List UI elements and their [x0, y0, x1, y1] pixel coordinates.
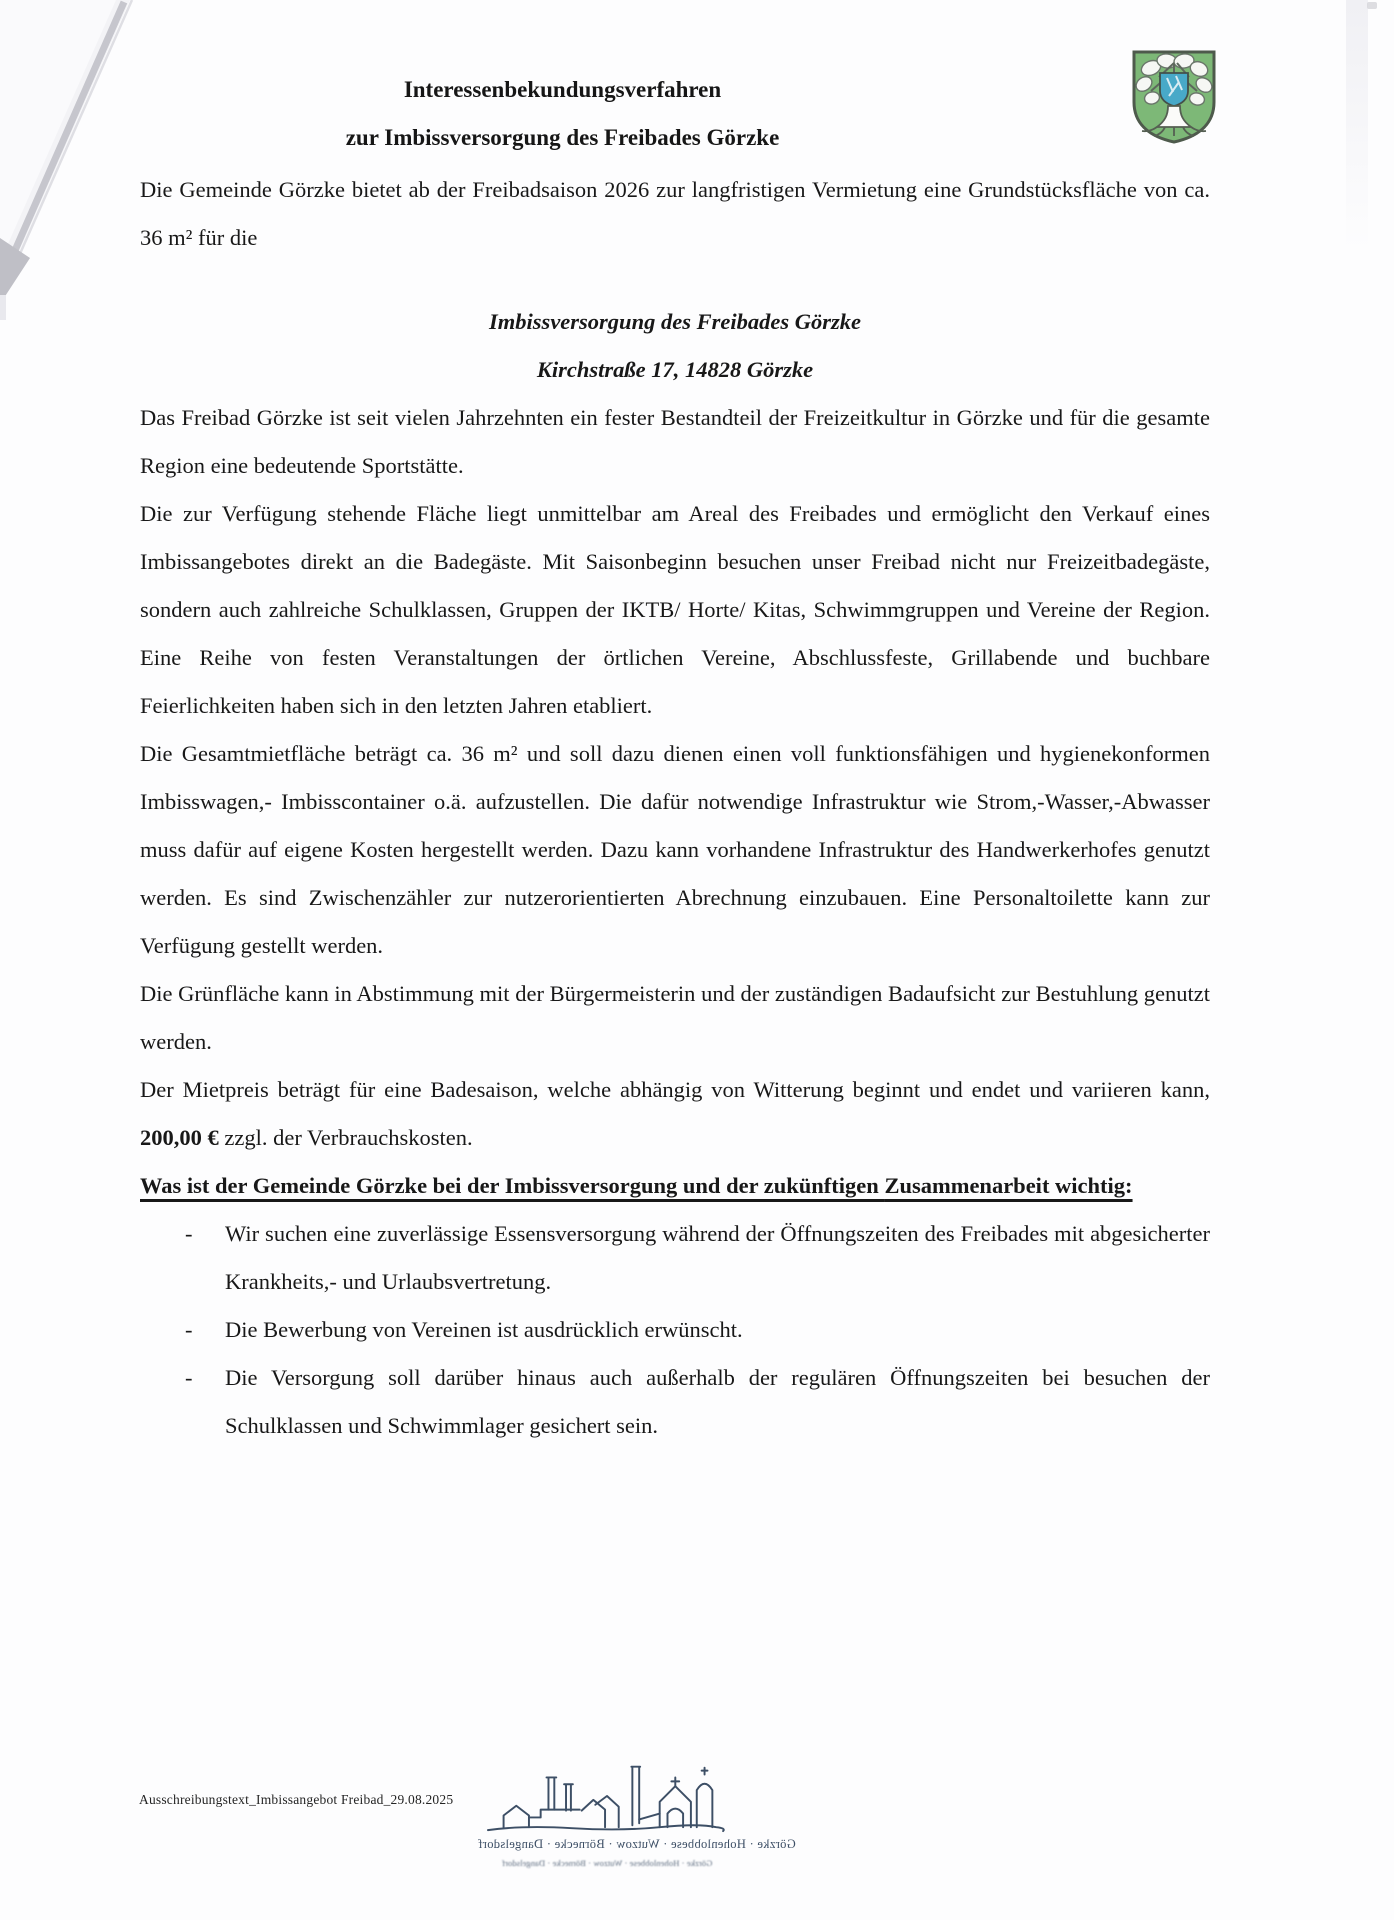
title-line-1: Interessenbekundungsverfahren: [403, 77, 722, 102]
offer-object-line-1: Imbissversorgung des Freibades Görzke: [489, 309, 861, 334]
logo-localities-text-mirrored: Görzke · Hohenlobbese · Wutzow · Börnecke · Dangelsdorf: [478, 1837, 796, 1851]
requirements-heading-part2: Zusammenarbeit wichtig:: [884, 1173, 1133, 1198]
scan-speck-artifact: [1367, 2, 1377, 9]
document-title: [140, 66, 985, 162]
paragraph-mietpreis: [140, 1066, 1210, 1162]
coat-of-arms-icon: [1129, 47, 1219, 147]
list-item: [140, 1306, 1210, 1354]
paragraph-gruenflaeche: Die Grünfläche kann in Abstimmung mit der Bürgermeisterin und der zuständigen Badaufsicht zur Bestuhlung genutzt werden.: [140, 981, 1210, 1054]
requirements-list: [140, 1210, 1210, 1450]
paragraph-intro: Die Gemeinde Görzke bietet ab der Freibadsaison 2026 zur langfristigen Vermietung eine Grundstücksfläche von ca. 36 m² für die: [140, 177, 1210, 250]
offer-object: [140, 298, 1210, 394]
mietpreis-text-post: zzgl. der Verbrauchskosten.: [218, 1125, 473, 1150]
dash-bullet-icon: -: [185, 1317, 193, 1342]
dash-bullet-icon: -: [185, 1221, 193, 1246]
municipality-logo: [478, 1755, 796, 1871]
document-body: [140, 166, 1210, 1450]
dash-bullet-icon: -: [185, 1365, 193, 1390]
rent-amount: 200,00 €: [140, 1125, 219, 1150]
paragraph-mietflaeche: Die Gesamtmietfläche beträgt ca. 36 m² und soll dazu dienen einen voll funktionsfähigen und hygienekonformen Imbisswagen,- Imbisscontainer o.ä. aufzustellen. Die dafür notwendige Infrastruktur wie Strom,-Wasser,-Abwasser muss dafür auf eigene Kosten hergestellt werden. Dazu kann vorhandene Infrastruktur des Handwerkerhofes genutzt werden. Es sind Zwischenzähler zur nutzerorientierten Abrechnung einzubauen. Eine Personaltoilette kann zur Verfügung gestellt werden.: [140, 741, 1210, 958]
list-item-text: Die Bewerbung von Vereinen ist ausdrücklich erwünscht.: [225, 1317, 743, 1342]
offer-object-line-2: Kirchstraße 17, 14828 Görzke: [536, 357, 814, 382]
scan-shadow-band: [1346, 0, 1368, 250]
title-line-2: zur Imbissversorgung des Freibades Görzke: [345, 125, 780, 150]
logo-localities-small-text-mirrored: Görzke · Hohenlobbese · Wutzow · Börnecke · Dangelsdorf: [501, 1858, 713, 1868]
village-skyline-icon: [481, 1755, 733, 1835]
list-item-text: Die Versorgung soll darüber hinaus auch außerhalb der regulären Öffnungszeiten bei besuchen der Schulklassen und Schwimmlager gesichert sein.: [225, 1365, 1210, 1438]
list-item: [140, 1210, 1210, 1306]
paragraph-freibad-geschichte: Das Freibad Görzke ist seit vielen Jahrzehnten ein fester Bestandteil der Freizeitkultur in Görzke und für die gesamte Region eine bedeutende Sportstätte.: [140, 405, 1210, 478]
page-corner-fold-artifact: [0, 0, 160, 320]
list-item-text: Wir suchen eine zuverlässige Essensversorgung während der Öffnungszeiten des Freibades mit abgesicherter Krankheits,- und Urlaubsvertretung.: [225, 1221, 1210, 1294]
mietpreis-text-pre: Der Mietpreis beträgt für eine Badesaison, welche abhängig von Witterung beginnt und endet und variieren kann,: [140, 1077, 1210, 1102]
requirements-heading-part1: Was ist der Gemeinde Görzke bei der Imbissversorgung und der zukünftigen: [140, 1173, 885, 1198]
paragraph-flaeche: Die zur Verfügung stehende Fläche liegt unmittelbar am Areal des Freibades und ermöglicht den Verkauf eines Imbissangebotes direkt an die Badegäste. Mit Saisonbeginn besuchen unser Freibad nicht nur Freizeitbadegäste, sondern auch zahlreiche Schulklassen, Gruppen der IKTB/ Horte/ Kitas, Schwimmgruppen und Vereine der Region. Eine Reihe von festen Veranstaltungen der örtlichen Vereine, Abschlussfeste, Grillabende und buchbare Feierlichkeiten haben sich in den letzten Jahren etabliert.: [140, 501, 1210, 718]
footer-filename: Ausschreibungstext_Imbissangebot Freibad_29.08.2025: [139, 1792, 454, 1807]
requirements-heading: [140, 1162, 1210, 1210]
list-item: [140, 1354, 1210, 1450]
